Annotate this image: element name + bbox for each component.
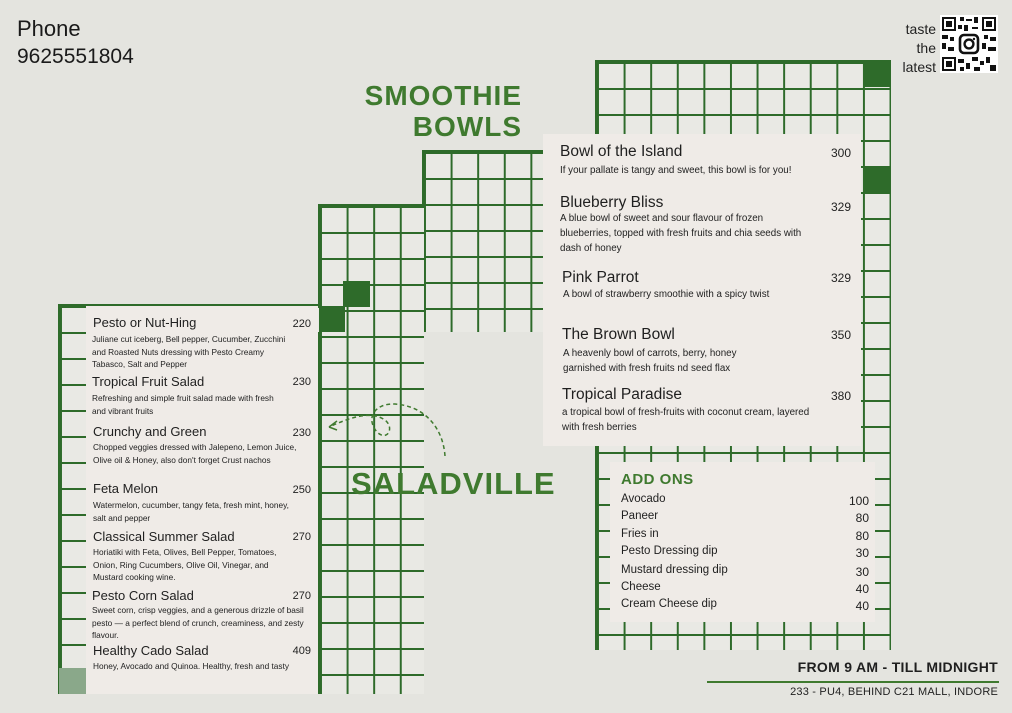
- smoothie-bowls-heading: SMOOTHIE BOWLS: [364, 80, 522, 142]
- grid-filled-cell: [59, 668, 86, 694]
- item-name: Tropical Fruit Salad: [92, 374, 205, 389]
- addon-item: Avocado 100: [621, 493, 869, 508]
- item-name: Pesto Corn Salad: [92, 588, 194, 603]
- item-description: A bowl of strawberry smoothie with a spicy twist: [563, 289, 770, 300]
- grid-filled-cell: [863, 61, 890, 87]
- item-price: 409: [292, 645, 311, 657]
- addon-item: Pesto Dressing dip 30: [621, 545, 869, 560]
- item-description: Watermelon, cucumber, tangy feta, fresh mint, honey, salt and pepper: [93, 500, 289, 523]
- item-price: 350: [830, 328, 851, 342]
- item-name: Classical Summer Salad: [93, 529, 235, 544]
- item-name: Pesto or Nut-Hing: [93, 315, 197, 330]
- item-name: Bowl of the Island: [560, 143, 683, 160]
- item-price: 270: [292, 531, 311, 543]
- item-description: Horiatiki with Feta, Olives, Bell Pepper, Tomatoes, Onion, Ring Cucumbers, Olive Oil, Vinegar, and Mustard cooking wine.: [93, 547, 277, 582]
- item-price: 380: [830, 389, 851, 403]
- item-description: Juliane cut iceberg, Bell pepper, Cucumber, Zucchini and Roasted Nuts dressing with Pesto Creamy Tabasco, Salt and Pepper: [92, 334, 286, 369]
- item-description: If your pallate is tangy and sweet, this bowl is for you!: [560, 165, 792, 176]
- addons-heading: ADD ONS: [621, 471, 694, 488]
- phone-number[interactable]: 9625551804: [17, 45, 134, 68]
- item-description: Chopped veggies dressed with Jalepeno, Lemon Juice, Olive oil & Honey, also don't forget Crust nachos: [93, 442, 297, 465]
- item-description: a tropical bowl of fresh-fruits with coconut cream, layered with fresh berries: [562, 407, 810, 433]
- qr-code-icon[interactable]: [940, 14, 998, 74]
- item-name: The Brown Bowl: [562, 326, 675, 343]
- dashed-arrow-icon: [325, 398, 450, 460]
- item-name: Crunchy and Green: [93, 424, 207, 439]
- item-description: Refreshing and simple fruit salad made with fresh and vibrant fruits: [92, 393, 274, 416]
- addon-item: Cheese 40: [621, 581, 869, 596]
- saladville-heading: SALADVILLE: [351, 466, 556, 501]
- item-price: 230: [292, 427, 311, 439]
- opening-hours: FROM 9 AM - TILL MIDNIGHT: [797, 659, 998, 675]
- item-price: 329: [830, 200, 851, 214]
- item-name: Healthy Cado Salad: [93, 643, 209, 658]
- item-name: Blueberry Bliss: [560, 194, 664, 211]
- addon-item: Cream Cheese dip 40: [621, 598, 869, 613]
- item-name: Pink Parrot: [562, 269, 639, 286]
- item-price: 220: [292, 318, 311, 330]
- item-description: A blue bowl of sweet and sour flavour of frozen blueberries, topped with fresh fruits and chia seeds with dash of honey: [560, 213, 802, 254]
- footer-divider: [707, 681, 999, 683]
- item-price: 230: [292, 376, 311, 388]
- item-name: Feta Melon: [93, 481, 159, 496]
- grid-left-column: [58, 304, 88, 694]
- address: 233 - PU4, BEHIND C21 MALL, INDORE: [790, 686, 998, 698]
- item-price: 300: [830, 146, 851, 160]
- item-price: 250: [292, 484, 311, 496]
- grid-filled-cell: [319, 306, 345, 332]
- item-description: A heavenly bowl of carrots, berry, honey garnished with fresh fruits nd seed flax: [563, 348, 737, 374]
- addon-item: Paneer 80: [621, 510, 869, 525]
- phone-label: Phone: [17, 16, 81, 41]
- addon-item: Fries in 80: [621, 528, 869, 543]
- grid-filled-cell: [863, 167, 890, 193]
- item-price: 329: [830, 271, 851, 285]
- item-name: Tropical Paradise: [562, 386, 683, 403]
- item-price: 270: [292, 590, 311, 602]
- item-description: Honey, Avocado and Quinoa. Healthy, fresh and tasty: [93, 661, 290, 671]
- taste-the-latest-text: taste the latest: [902, 21, 936, 75]
- item-description: Sweet corn, crisp veggies, and a generous drizzle of basil pesto — a perfect blend of crunch, creaminess, and zesty flavour.: [92, 605, 304, 640]
- addon-item: Mustard dressing dip 30: [621, 564, 869, 579]
- grid-filled-cell: [343, 281, 370, 307]
